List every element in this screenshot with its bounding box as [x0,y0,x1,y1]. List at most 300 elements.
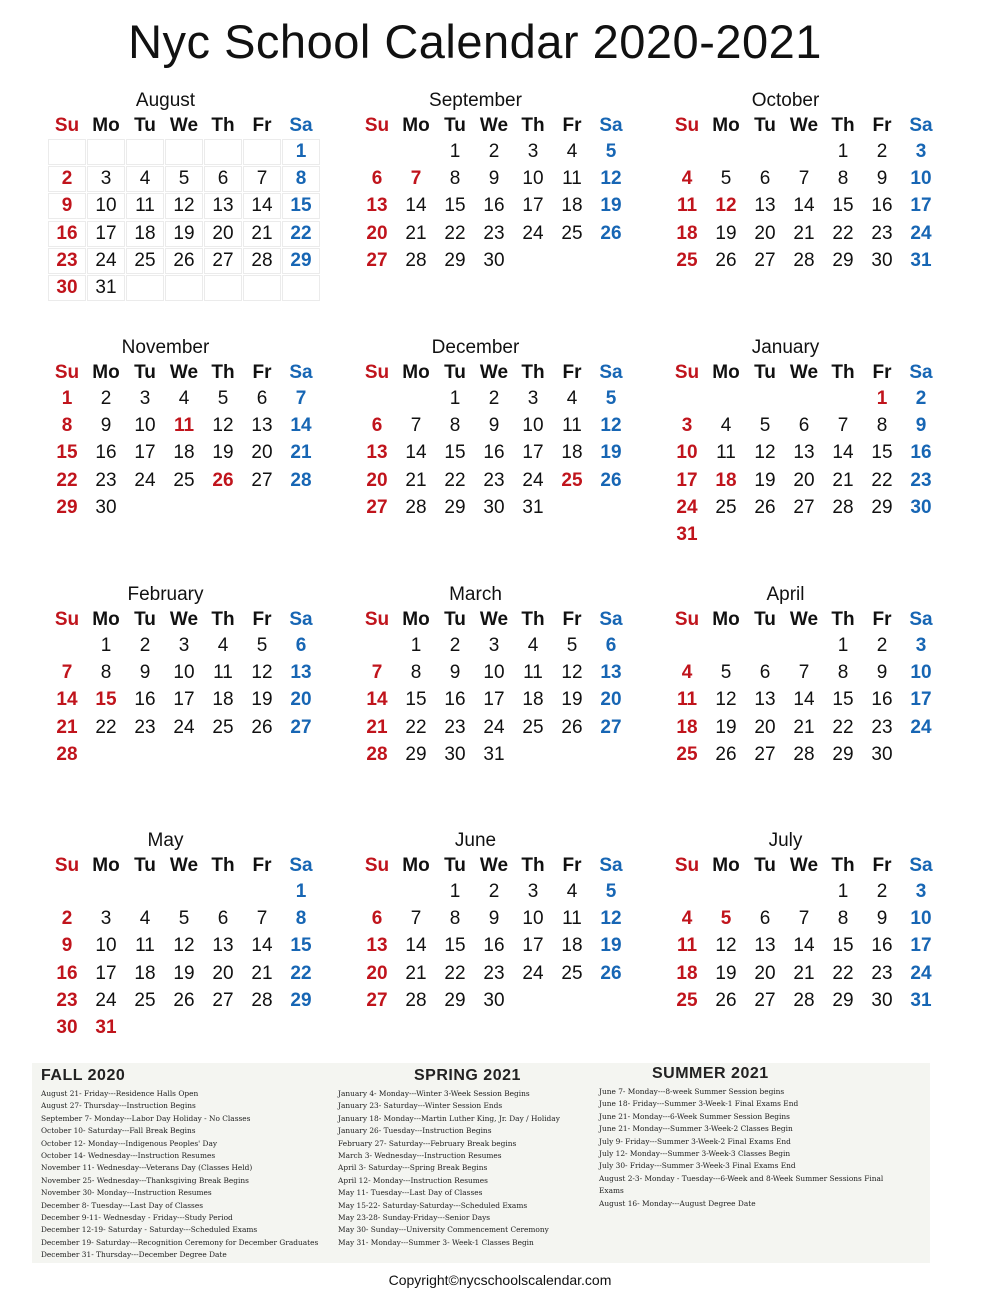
spring-title: SPRING 2021 [414,1067,521,1084]
day-cell: 17 [134,442,156,464]
day-cell: 27 [754,249,776,271]
day-cell: 9 [61,195,73,217]
day-cell: 22 [444,222,466,244]
weekday-header: Fr [252,362,272,383]
day-cell: 10 [522,415,544,437]
day-cell: 30 [95,496,117,518]
day-cell: 24 [134,469,156,491]
day-cell: 30 [871,249,893,271]
weekday-header: Su [674,855,700,876]
day-cell: 9 [876,168,888,190]
day-cell: 1 [295,141,307,162]
day-cell: 2 [915,388,927,409]
note-item: Exams [599,1186,624,1196]
day-cell: 30 [483,496,505,518]
day-cell: 14 [793,689,815,711]
day-cell: 15 [871,442,893,464]
day-cell: 27 [366,989,388,1011]
day-cell: 28 [405,989,427,1011]
day-cell: 15 [444,442,466,464]
weekday-header: Mo [402,855,430,876]
day-cell: 12 [212,415,234,437]
day-cell: 21 [366,716,388,738]
weekday-header: We [789,115,819,136]
weekday-header: Th [831,362,855,383]
day-cell: 24 [483,716,505,738]
note-item: August 27- Thursday---Instruction Begins [41,1101,196,1111]
day-cell: 24 [95,249,117,271]
weekday-header: Tu [754,362,776,383]
day-cell: 11 [676,935,698,957]
day-box [243,275,281,301]
weekday-header: We [169,855,199,876]
day-cell: 4 [217,635,229,656]
day-cell: 16 [483,442,505,464]
day-cell: 4 [527,635,539,656]
day-cell: 15 [405,689,427,711]
day-cell: 19 [715,716,737,738]
day-cell: 29 [444,249,466,271]
weekday-header: Mo [92,115,120,136]
day-cell: 2 [876,141,888,162]
day-cell: 13 [754,195,776,217]
day-cell: 1 [876,388,888,409]
day-cell: 23 [910,469,932,491]
day-cell: 25 [676,743,698,765]
day-cell: 20 [212,222,234,244]
weekday-header: Su [674,609,700,630]
day-cell: 18 [134,962,156,984]
day-cell: 31 [95,1017,117,1038]
day-cell: 25 [561,962,583,984]
day-cell: 24 [910,962,932,984]
day-cell: 17 [910,935,932,957]
day-cell: 15 [832,195,854,217]
weekday-header: Tu [754,855,776,876]
weekday-header: Mo [402,115,430,136]
note-item: October 10- Saturday---Fall Break Begins [41,1126,196,1136]
day-cell: 11 [562,168,582,190]
day-cell: 20 [754,716,776,738]
weekday-header: Sa [289,115,313,136]
day-cell: 16 [483,195,505,217]
day-cell: 14 [405,195,427,217]
day-cell: 27 [251,469,273,491]
day-cell: 29 [871,496,893,518]
day-cell: 23 [871,222,893,244]
day-cell: 24 [522,962,544,984]
day-cell: 3 [915,635,927,656]
day-cell: 9 [61,935,73,957]
day-cell: 27 [290,716,312,738]
day-cell: 5 [605,881,617,902]
day-cell: 11 [213,662,233,684]
day-cell: 21 [251,962,273,984]
day-cell: 30 [56,1017,78,1038]
day-cell: 21 [793,962,815,984]
day-cell: 21 [251,222,273,244]
day-cell: 19 [600,195,622,217]
page-title: Nyc School Calendar 2020-2021 [128,15,822,68]
summer-items [599,1086,924,1210]
weekday-header: Tu [754,609,776,630]
day-cell: 7 [798,908,810,930]
month-name: June [454,830,497,851]
weekday-header: Sa [289,362,313,383]
day-cell: 22 [832,962,854,984]
month-name: November [121,337,210,358]
note-item: June 7- Monday---8-week Summer Session begins [599,1087,785,1096]
weekday-header: We [169,362,199,383]
day-cell: 16 [56,962,78,984]
day-cell: 27 [366,496,388,518]
day-cell: 6 [371,415,383,437]
day-cell: 22 [405,716,427,738]
day-cell: 31 [676,524,698,545]
month-name: October [751,90,820,111]
day-cell: 21 [405,469,427,491]
day-cell: 13 [366,442,388,464]
day-cell: 12 [715,195,737,217]
day-cell: 1 [61,388,73,409]
note-item: October 12- Monday---Indigenous Peoples' Day [41,1138,218,1148]
day-box [243,139,281,165]
day-cell: 8 [449,415,461,437]
day-cell: 17 [910,689,932,711]
day-cell: 3 [681,415,693,437]
day-cell: 15 [95,689,117,711]
day-cell: 25 [676,249,698,271]
fall-items [41,1088,341,1262]
day-cell: 17 [676,469,698,491]
day-cell: 3 [915,141,927,162]
month-name: September [429,90,522,111]
note-item: July 9- Friday---Summer 3-Week-2 Final Exams End [599,1136,791,1146]
note-item: June 18- Friday---Summer 3-Week-1 Final Exams End [599,1099,799,1109]
day-cell: 29 [56,496,78,518]
day-cell: 18 [676,222,698,244]
day-cell: 21 [793,222,815,244]
weekday-header: We [789,362,819,383]
note-item: May 23-28- Sunday-Friday---Senior Days [338,1213,491,1223]
day-cell: 30 [56,277,78,298]
day-cell: 3 [527,881,539,902]
day-cell: 18 [134,222,156,244]
weekday-header: Th [831,855,855,876]
day-cell: 2 [488,881,500,902]
day-cell: 23 [483,222,505,244]
weekday-header: Su [54,609,80,630]
day-cell: 20 [212,962,234,984]
day-cell: 11 [716,442,736,464]
day-cell: 7 [256,168,268,190]
weekday-header: Su [674,362,700,383]
day-cell: 27 [212,249,234,271]
day-cell: 14 [405,442,427,464]
day-cell: 15 [832,689,854,711]
day-cell: 23 [871,716,893,738]
weekday-header: Mo [712,115,740,136]
weekday-header: Fr [562,609,582,630]
weekday-header: Tu [754,115,776,136]
day-cell: 16 [444,689,466,711]
day-cell: 19 [251,689,273,711]
day-cell: 14 [405,935,427,957]
day-cell: 11 [135,195,155,217]
day-cell: 9 [139,662,151,684]
weekday-header: Tu [134,855,156,876]
day-cell: 1 [449,388,461,409]
day-cell: 12 [561,662,583,684]
weekday-header: Mo [712,855,740,876]
day-cell: 23 [134,716,156,738]
day-cell: 5 [720,908,732,930]
note-item: August 16- Monday---August Degree Date [599,1198,756,1208]
weekday-header: Tu [444,362,466,383]
day-cell: 16 [910,442,932,464]
day-cell: 24 [522,469,544,491]
spring-section [338,1067,598,1249]
weekday-header: Fr [872,115,892,136]
day-cell: 3 [100,168,112,190]
weekday-header: Tu [134,362,156,383]
day-cell: 21 [832,469,854,491]
weekday-header: Th [521,115,545,136]
day-cell: 8 [295,168,307,190]
day-cell: 17 [522,442,544,464]
day-cell: 28 [56,743,78,765]
day-cell: 9 [100,415,112,437]
weekday-header: Th [211,609,235,630]
day-cell: 1 [837,635,849,656]
day-cell: 1 [837,141,849,162]
day-cell: 22 [290,222,312,244]
day-cell: 9 [488,168,500,190]
day-cell: 8 [295,908,307,930]
day-cell: 16 [871,195,893,217]
day-cell: 4 [139,908,151,930]
day-cell: 10 [134,415,156,437]
weekday-header: Th [211,362,235,383]
weekday-header: Th [521,855,545,876]
day-cell: 2 [488,388,500,409]
weekday-header: Sa [909,609,933,630]
day-cell: 14 [832,442,854,464]
day-cell: 29 [444,496,466,518]
day-cell: 10 [910,908,932,930]
day-cell: 23 [56,989,78,1011]
day-cell: 10 [522,168,544,190]
month-name: February [127,584,204,605]
weekday-header: Fr [872,855,892,876]
note-item: December 31- Thursday---December Degree Date [41,1250,227,1260]
weekday-header: Mo [712,609,740,630]
weekday-header: Mo [92,362,120,383]
day-cell: 14 [290,415,312,437]
day-cell: 31 [483,743,505,765]
day-cell: 8 [837,662,849,684]
note-item: January 18- Monday---Martin Luther King, Jr. Day / Holiday [338,1113,560,1123]
weekday-header: We [789,609,819,630]
day-cell: 7 [798,168,810,190]
day-box [87,139,125,165]
day-cell: 10 [910,662,932,684]
day-cell: 25 [522,716,544,738]
day-cell: 15 [444,935,466,957]
weekday-header: Sa [909,855,933,876]
day-cell: 11 [562,415,582,437]
note-item: January 4- Monday---Winter 3-Week Session Begins [338,1089,530,1098]
day-cell: 23 [871,962,893,984]
weekday-header: Fr [252,609,272,630]
day-cell: 1 [100,635,112,656]
day-cell: 22 [832,222,854,244]
day-cell: 13 [366,195,388,217]
day-cell: 5 [217,388,229,409]
weekday-header: We [789,855,819,876]
day-cell: 22 [56,469,78,491]
day-cell: 5 [256,635,268,656]
day-cell: 10 [483,662,505,684]
day-cell: 4 [178,388,190,409]
day-cell: 20 [366,469,388,491]
day-cell: 8 [837,908,849,930]
day-cell: 27 [754,743,776,765]
day-cell: 15 [56,442,78,464]
day-cell: 5 [759,415,771,437]
day-cell: 26 [600,962,622,984]
day-cell: 11 [523,662,543,684]
day-cell: 30 [871,743,893,765]
day-cell: 29 [290,989,312,1011]
weekday-header: Sa [909,362,933,383]
day-cell: 6 [759,168,771,190]
day-cell: 27 [212,989,234,1011]
day-cell: 15 [444,195,466,217]
day-cell: 31 [522,496,544,518]
weekday-header: Mo [92,855,120,876]
day-cell: 7 [61,662,73,684]
day-cell: 6 [605,635,617,656]
weekday-header: Sa [599,609,623,630]
day-cell: 18 [561,442,583,464]
day-cell: 29 [832,249,854,271]
day-cell: 2 [876,635,888,656]
day-cell: 28 [793,989,815,1011]
day-cell: 2 [876,881,888,902]
day-cell: 19 [600,442,622,464]
day-cell: 27 [600,716,622,738]
weekday-header: Th [831,609,855,630]
weekday-header: Mo [402,609,430,630]
weekday-header: Su [364,115,390,136]
day-cell: 28 [793,249,815,271]
day-cell: 3 [100,908,112,930]
day-box [126,275,164,301]
day-cell: 13 [754,935,776,957]
day-cell: 12 [754,442,776,464]
note-item: December 8- Tuesday---Last Day of Classes [41,1200,204,1210]
spring-items [338,1088,598,1249]
day-box [165,139,203,165]
day-cell: 28 [832,496,854,518]
day-cell: 25 [173,469,195,491]
day-cell: 28 [290,469,312,491]
day-cell: 2 [61,168,73,190]
day-cell: 4 [566,881,578,902]
day-cell: 14 [366,689,388,711]
weekday-header: Tu [444,609,466,630]
day-cell: 8 [410,662,422,684]
day-cell: 18 [561,195,583,217]
day-cell: 26 [212,469,234,491]
note-item: December 12-19- Saturday - Saturday---Scheduled Exams [41,1225,258,1235]
weekday-header: Sa [599,855,623,876]
day-cell: 1 [837,881,849,902]
weekday-header: We [169,609,199,630]
day-cell: 4 [139,168,151,190]
day-cell: 6 [759,908,771,930]
day-cell: 20 [793,469,815,491]
day-cell: 11 [173,415,195,437]
day-cell: 18 [676,716,698,738]
day-cell: 27 [366,249,388,271]
day-cell: 7 [256,908,268,930]
day-cell: 26 [754,496,776,518]
day-cell: 13 [290,662,312,684]
day-cell: 8 [837,168,849,190]
weekday-header: We [479,362,509,383]
note-item: May 30- Sunday---University Commencement Ceremony [338,1225,549,1235]
day-cell: 25 [134,249,156,271]
day-cell: 5 [605,141,617,162]
day-cell: 14 [251,195,273,217]
day-cell: 26 [715,989,737,1011]
day-cell: 25 [134,989,156,1011]
day-cell: 26 [173,989,195,1011]
day-cell: 4 [681,168,693,190]
weekday-header: Su [54,855,80,876]
day-cell: 13 [600,662,622,684]
weekday-header: We [169,115,199,136]
weekday-header: Th [521,609,545,630]
day-cell: 16 [134,689,156,711]
note-item: December 19- Saturday---Recognition Ceremony for December Graduates [41,1237,319,1247]
day-cell: 29 [405,743,427,765]
day-cell: 21 [405,962,427,984]
day-box [282,275,320,301]
note-item: October 14- Wednesday---Instruction Resumes [41,1151,216,1161]
note-item: September 7- Monday---Labor Day Holiday - No Classes [41,1113,251,1123]
day-cell: 25 [676,989,698,1011]
day-cell: 8 [449,168,461,190]
month-name: May [147,830,184,851]
day-cell: 13 [793,442,815,464]
day-cell: 28 [251,249,273,271]
day-cell: 16 [95,442,117,464]
day-cell: 4 [720,415,732,437]
day-cell: 10 [910,168,932,190]
day-cell: 4 [566,141,578,162]
day-cell: 5 [566,635,578,656]
day-cell: 4 [681,662,693,684]
month-name: March [449,584,502,605]
day-cell: 13 [212,195,234,217]
weekday-header: Tu [444,115,466,136]
semester-notes [32,1063,930,1263]
day-cell: 1 [449,141,461,162]
day-cell: 5 [178,908,190,930]
